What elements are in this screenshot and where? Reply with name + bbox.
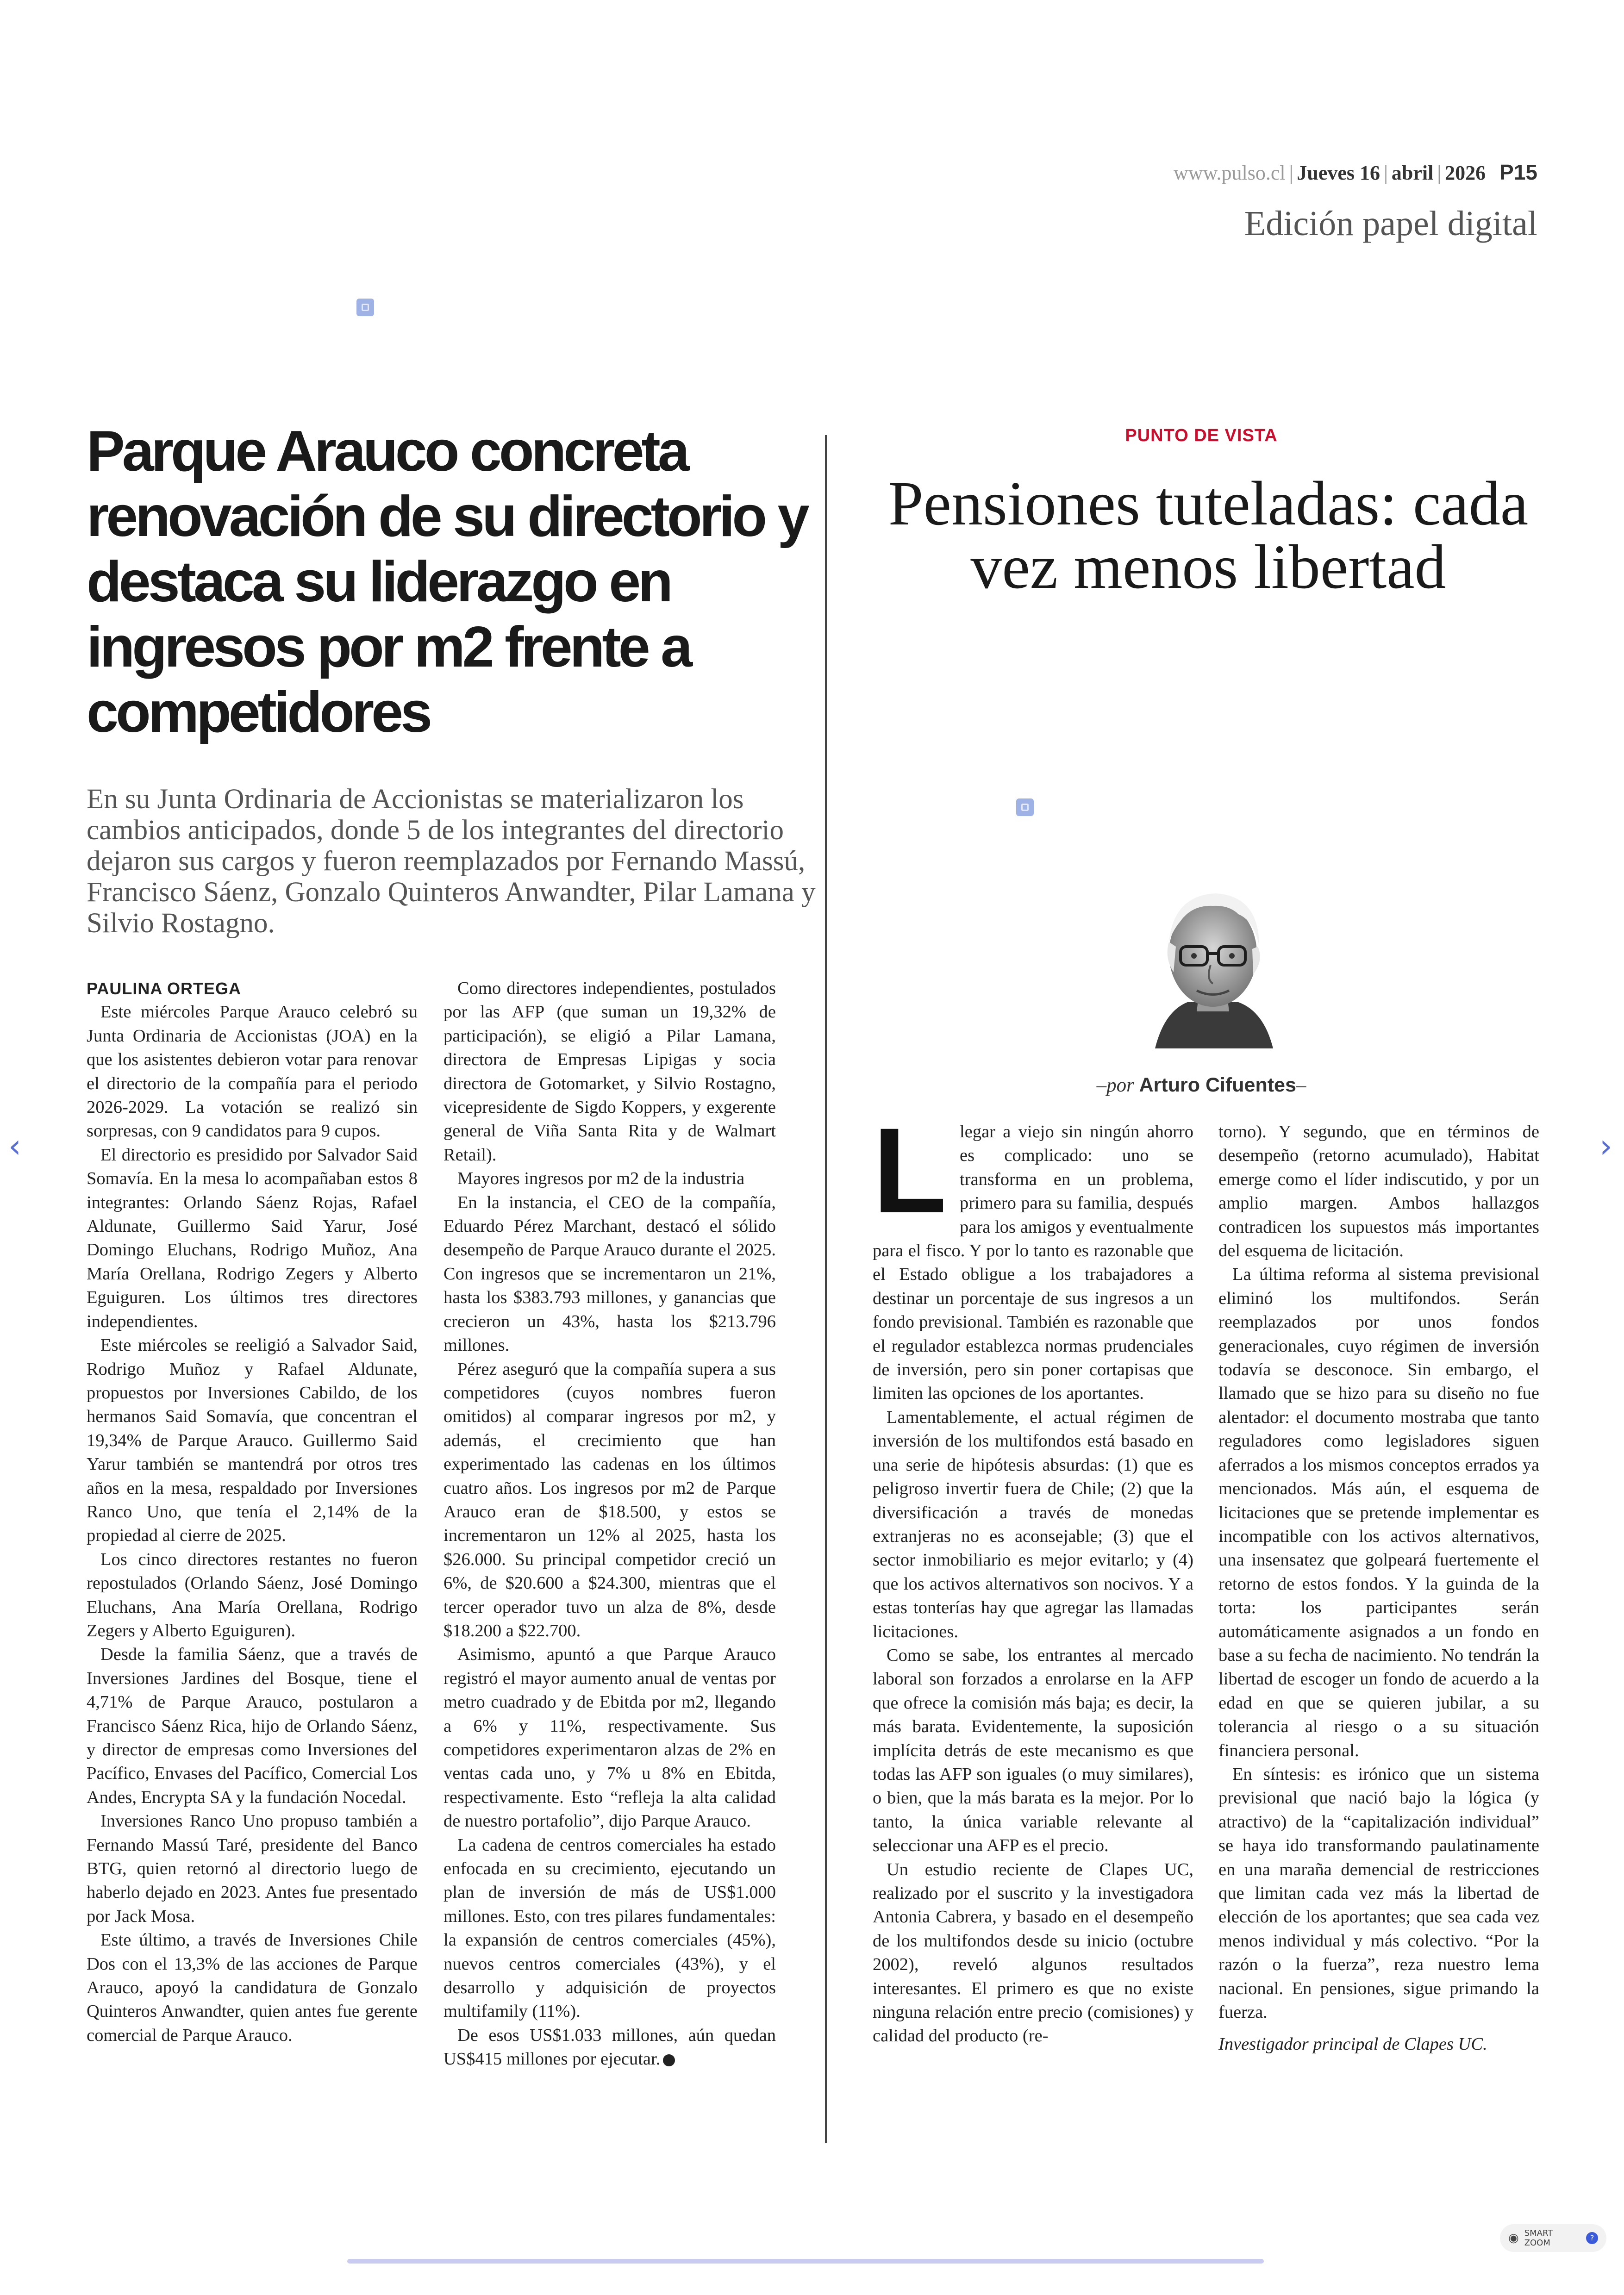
site-url[interactable]: www.pulso.cl [1174, 162, 1286, 184]
paragraph: En síntesis: es irónico que un sistema previsional que nació bajo la lógica (y atractivo) de la “capitalización individual” se haya ido transformando paulatinamente en una maraña demencial de restricciones que limitan cada vez más la libertad de elección de los aportantes; que sea cada vez menos individual y más colectivo. “Por la razón o la fuerza”, reza nuestro lema nacional. En pensiones, sigue primando la fuerza. [1218, 1764, 1539, 2022]
drop-cap: L [873, 1103, 947, 1238]
author-name: Arturo Cifuentes [1139, 1074, 1296, 1096]
paragraph: Este miércoles se reeligió a Salvador Said, Rodrigo Muñoz y Rafael Aldunate, propuestos por Inversiones Cabildo, de los hermanos Said Somavía, que concentran el 19,34% de Parque Arauco. Guillermo Said Yarur también se mantendrá por otros tres años en la mesa, respaldado por Inversiones Ranco Uno, que tenía el 2,14% de la propiedad al cierre de 2025. [87, 1335, 418, 1546]
masthead: www.pulso.cl | Jueves 16 | abril | 2026 P15 [1174, 160, 1537, 184]
eye-icon: ◉ [1508, 2231, 1519, 2245]
page-number: P15 [1499, 160, 1537, 184]
article-headline: Parque Arauco concreta renovación de su directorio y destaca su liderazgo en ingresos por m2 frente a competidores [87, 419, 807, 744]
paragraph: Un estudio reciente de Clapes UC, realizado por el suscrito y la investigadora Antonia Cabrera, y basado en el desempeño de los multifondos desde su inicio (octubre 2002), reveló algunos resultados interesantes. El primero es que no existe ninguna relación entre precio (comisiones) y calidad del producto (re- [873, 1859, 1193, 2046]
paragraph: Este miércoles Parque Arauco celebró su Junta Ordinaria de Accionistas (JOA) en la que los asistentes debieron votar para renovar el directorio de la compañía para el periodo 2026-2029. La votación se realizó sin sorpresas, con 9 candidatos para 9 cupos. [87, 1002, 418, 1141]
end-of-article-icon [663, 2054, 675, 2066]
article-hotspot-marker[interactable] [356, 299, 374, 316]
byline-prefix: –por [1096, 1074, 1134, 1096]
article-deck: En su Junta Ordinaria de Accionistas se materializaron los cambios anticipados, donde 5 de los integrantes del directorio dejaron sus cargos y fueron reemplazados por Fernando Massú, Francisco Sáenz, Gonzalo Quinteros Anwandter, Pilar Lamana y Silvio Rostagno. [87, 784, 816, 939]
paragraph: Los cinco directores restantes no fueron repostulados (Orlando Sáenz, José Domingo Eluchans, Ana María Orellana, Rodrigo Zegers y Alberto Eguiguren). [87, 1549, 418, 1640]
date-year: 2026 [1445, 162, 1486, 184]
horizontal-scrollbar[interactable] [347, 2259, 1264, 2264]
subheading: Mayores ingresos por m2 de la industria [457, 1169, 745, 1189]
paragraph: Este último, a través de Inversiones Chile Dos con el 13,3% de las acciones de Parque Arauco, apoyó la candidatura de Gonzalo Quinteros Anwandter, quien antes fue gerente comercial de Parque Arauco. [87, 1930, 418, 2045]
smart-zoom-label: SMART ZOOM [1524, 2228, 1553, 2248]
paragraph: Lamentablemente, el actual régimen de inversión de los multifondos está basado en una serie de hipótesis absurdas: (1) que es peligroso invertir fuera de Chile; (2) que la diversificación a través de monedas extranjeras no es aconsejable; (3) que el sector inmobiliario es mejor evitarlo; y (4) que los activos alternativos son nocivos. Y a estas tonterías hay que agregar las llamadas licitaciones. [873, 1407, 1193, 1641]
paragraph: En la instancia, el CEO de la compañía, Eduardo Pérez Marchant, destacó el sólido desempeño de Parque Arauco durante el 2025. Con ingresos que se incrementaron un 21%, hasta los $383.793 millones, y ganancias que crecieron un 43%, hasta los $213.796 millones. [443, 1192, 776, 1355]
opinion-byline [935, 1074, 1468, 1097]
author-portrait [1137, 877, 1289, 1053]
smart-zoom-button[interactable] [1500, 2224, 1606, 2252]
paragraph: torno). Y segundo, que en términos de desempeño (retorno acumulado), Habitat emerge como el líder indiscutido, y por un amplio margen. Ambos hallazgos contradicen los supuestos más importantes del esquema de licitación. [1218, 1122, 1539, 1261]
date-day: Jueves 16 [1297, 162, 1380, 184]
paragraph [873, 1103, 1193, 1406]
section-tag: PUNTO DE VISTA [1125, 426, 1278, 445]
opinion-hotspot-marker[interactable] [1016, 798, 1034, 816]
edition-label: Edición papel digital [1244, 204, 1537, 243]
next-page-arrow-icon[interactable]: › [1599, 1127, 1612, 1165]
paragraph: Pérez aseguró que la compañía supera a sus competidores (cuyos nombres fueron omitidos) al comparar ingresos por m2, y además, el crecimiento que han experimentado las cadenas en los últimos cuatro años. Los ingresos por m2 de Parque Arauco eran de $18.500, y estos se incrementaron un 12% al 2025, hasta los $26.000. Su principal competidor creció un 6%, de $20.600 a $24.300, mientras que el tercer operador tuvo un alza de 8%, desde $18.200 a $22.700. [443, 1359, 776, 1640]
help-icon[interactable]: ? [1586, 2232, 1598, 2244]
paragraph: Asimismo, apuntó a que Parque Arauco registró el mayor aumento anual de ventas por metro cuadrado y de Ebitda por m2, llegando a 6% y 11%, respectivamente. Sus competidores experimentaron alzas de 2% en ventas cada uno, y 7% u 8% en Ebitda, respectivamente. Esto “refleja la alta calidad de nuestro portafolio”, dijo Parque Arauco. [443, 1645, 776, 1831]
column-divider [825, 435, 827, 2143]
opinion-column-1 [873, 1103, 1193, 2048]
opinion-column-2 [1218, 1120, 1539, 2057]
paragraph: Como se sabe, los entrantes al mercado laboral son forzados a enrolarse en la AFP que ofrece la comisión más baja; es decir, la más barata. Evidentemente, la suposición implícita detrás de este mecanismo es que todas las AFP son iguales (o muy similares), o bien, que la más barata es la mejor. Por lo tanto, la única variable relevante al seleccionar una AFP es el precio. [873, 1645, 1193, 1856]
opinion-headline: Pensiones tuteladas: cada vez menos libertad [888, 469, 1529, 602]
author-signature: Investigador principal de Clapes UC. [1218, 2034, 1487, 2054]
article-byline: PAULINA ORTEGA [87, 979, 241, 998]
paragraph: La cadena de centros comerciales ha estado enfocada en su crecimiento, ejecutando un plan de inversión de más de US$1.000 millones. Esto, con tres pilares fundamentales: la expansión de centros comerciales (45%), nuevos centros comerciales (43%), y el desarrollo y adquisición de proyectos multifamily (11%). [443, 1835, 776, 2021]
byline-suffix: – [1296, 1074, 1306, 1096]
prev-page-arrow-icon[interactable]: ‹ [8, 1127, 21, 1165]
paragraph [443, 2024, 776, 2071]
article-column-1 [87, 977, 418, 2047]
paragraph: La última reforma al sistema previsional eliminó los multifondos. Serán reemplazados por unos fondos generacionales, cuyo régimen de inversión todavía se desconoce. Sin embargo, el llamado que se hizo para su diseño no fue alentador: el documento mostraba que tanto reguladores como legisladores siguen aferrados a los mismos conceptos errados ya mencionados. Más aún, el esquema de licitaciones que se pretende implementar es incompatible con los activos alternativos, una insensatez que golpeará fuertemente el retorno de estos fondos. Y la guinda de la torta: los participantes serán automáticamente asignados a un fondo en base a su fecha de nacimiento. No tendrán la libertad de escoger un fondo de acuerdo a la edad en que se quieren jubilar, a su tolerancia al riesgo o a su situación financiera personal. [1218, 1265, 1539, 1760]
lead-text: legar a viejo sin ningún ahorro es complicado: uno se transforma en un problema, primero para su familia, después para los amigos y eventualmente para el fisco. Y por lo tanto es razonable que el Estado obligue a los trabajadores a destinar un porcentaje de sus ingresos a un fondo previsional. También es razonable que el regulador establezca normas prudenciales de inversión, pero sin poner cortapisas que limiten las opciones de los aportantes. [873, 1122, 1193, 1403]
paragraph: Como directores independientes, postulados por las AFP (que suman un 19,32% de participación), se eligió a Pilar Lamana, directora de Empresas Lipigas y socia directora de Gotomarket, y Silvio Rostagno, vicepresidente de Sigdo Koppers, y exgerente general de Viña Santa Rita y de Walmart Retail). [443, 979, 776, 1165]
paragraph: Desde la familia Sáenz, que a través de Inversiones Jardines del Bosque, tiene el 4,71% de Parque Arauco, postularon a Francisco Sáenz Rica, hijo de Orlando Sáenz, y director de empresas como Inversiones del Pacífico, Envases del Pacífico, Comercial Los Andes, Encrypta SA y la fundación Nocedal. [87, 1645, 418, 1807]
article-column-2 [443, 977, 776, 2071]
paragraph: El directorio es presidido por Salvador Said Somavía. En la mesa lo acompañaban estos 8 integrantes: Orlando Sáenz Rojas, Rafael Aldunate, Guillermo Said Yarur, José Domingo Eluchans, Rodrigo Muñoz, Ana María Orellana, Rodrigo Zegers y Alberto Eguiguren. Los últimos tres directores independientes. [87, 1145, 418, 1331]
date-month: abril [1391, 162, 1434, 184]
closing-text: De esos US$1.033 millones, aún quedan US$415 millones por ejecutar. [443, 2025, 776, 2069]
paragraph: Inversiones Ranco Uno propuso también a Fernando Massú Taré, presidente del Banco BTG, quien retornó al directorio luego de haberlo dejado en 2023. Antes fue presentado por Jack Mosa. [87, 1811, 418, 1926]
